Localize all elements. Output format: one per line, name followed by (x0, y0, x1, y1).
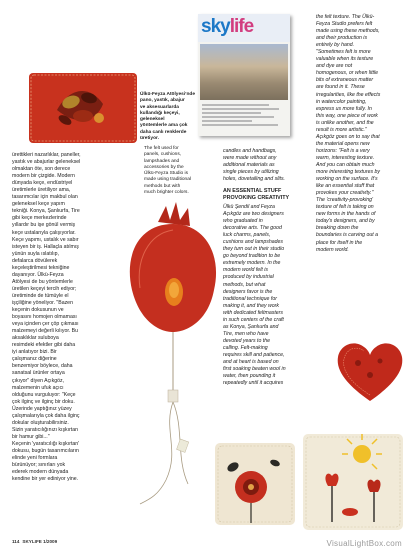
sun-tulip-cushion-image (300, 430, 406, 534)
page-number: 114 (12, 539, 20, 544)
skylife-logo: skylife (201, 16, 254, 37)
red-felt-cushion-image (27, 70, 139, 146)
magazine-text-lines (202, 104, 286, 128)
caption-english: The felt used for panels, cushions, lampshades and accessories by the Ülkü-Feyza Studio is made using traditional methods but with much brighter colors. (144, 146, 191, 196)
magazine-city-photo (200, 44, 288, 100)
english-body-text-col3: the felt texture. The Ülkü- Feyza Studio prefers felt made using these methods, and their production is entirely by hand. "Sometimes felt is more valuable when its texture and dye are not homogenous, or when little bits of extraneous matter are found in it. These irregularities, like the effects in watercolor painting, express us more fully. In this way, one piece of work is unlike another, and the result is more artistic." Açıkgöz goes on to say that the material opens new horizons: "Felt is a very warm, interesting texture. And you can obtain much more interesting textures by working on the surface. It's like an essential stuff that provokes your creativity." The 'creativity-provoking' texture of felt is taking on new forms in the hands of today's designers, and by breaking down the boundaries is carving out a place for itself in the modern world. (316, 14, 381, 253)
issue-label: SKYLIFE 1/2009 (22, 539, 58, 544)
caption-turkish: Ülkü-Feyza Atölyesi’nde pano, yastık, abajur ve aksesuarlarda kullandığı keçeyi, geleneksel yöntemlerle ama çok daha canlı renklerde üretiyor. (140, 92, 196, 142)
skylife-magazine-inset (198, 14, 290, 136)
english-intro-text: candles and handbags, were made without any additional materials as single pieces by utilizing holes, dovetailing and slits. (223, 148, 285, 183)
watermark-text: VisualLightBox.com (326, 539, 402, 548)
heart-cushion-image (334, 335, 406, 407)
turkish-body-text: ürettikleri nazarlıklar, paneller, yastık ve abajurlar geleneksel olmaktan öte, son derece modern bir çizgide. Modern dünyada keçe, endüstriyel üretimlerle üretiliyor ama, tasarımcılar için makbul olan geleneksel keçe yapım tekniği. Konya, Şanlıurfa, Tire gibi keçe merkezlerinde yıllardır bu işe gönül vermiş keçe ustalarıyla çalışıyorlar. Keçe yapımı, ustalık ve sabır isteyen bir iş. Hallaçla atılmış yünün suyla ıslatılıp, defalarca dövülerek keçeleştirilmesi tekniğine dayanıyor. Ülkü-Feyza Atölyesi de bu yöntemlerle üretilen keçeyi tercih ediyor; üretiminde de tümüyle el işçiliğine yöneliyor. "Bazen keçenin dokusunun ve boyasını homojen olmaması veya içinden çer çöp çıkması malzemeyi değerli kılıyor. Bu aksaklıklar suluboya resimdeki efektler gibi daha iyi anlatıyor bizi. Bir çalışmanız diğerine benzemiyor böylece, daha sanatsal ürünler ortaya çıkıyor" diyen Açıkgöz, malzemenin ufuk açıcı olduğunu vurguluyor: "Keçe çok ilginç ve ilginç bir doku. Üzerinde yaptığınız yüzey çalışmalarıyla çok daha ilginç dokular oluşturabilirsiniz. Sizin yaratıcılığınızı kışkırtan bir hamur gibi..." Keçenin 'yaratıcılığı kışkırtan' dokusu, bugün tasarımcıların elinde yeni formlara bürünüyor; sınırları yok ederek modern dünyada kendine bir yer ediniyor yine. (12, 152, 81, 483)
page-footer (12, 539, 57, 544)
flower-cushion-image (211, 437, 299, 529)
english-body-text-col2: Ülkü Şendil and Feyza Açıkgöz are two designers who graduated in decorative arts. The good luck charms, panels, cushions and lampshades they turn out in their studio go beyond tradition to be extremely modern. In the modern world felt is produced by industrial methods, but what designers favor is the traditional technique for making it, and they work with dedicated feltmasters in such centers of the craft as Konya, Şanlıurfa and Tire, men who have devoted years to the calling. Felt-making requires skill and patience, and at heart is based on first soaking beaten wool in water, then pounding it repeatedly until it acquires (223, 204, 286, 387)
section-heading: AN ESSENTIAL STUFF PROVOKING CREATIVITY (223, 188, 290, 202)
